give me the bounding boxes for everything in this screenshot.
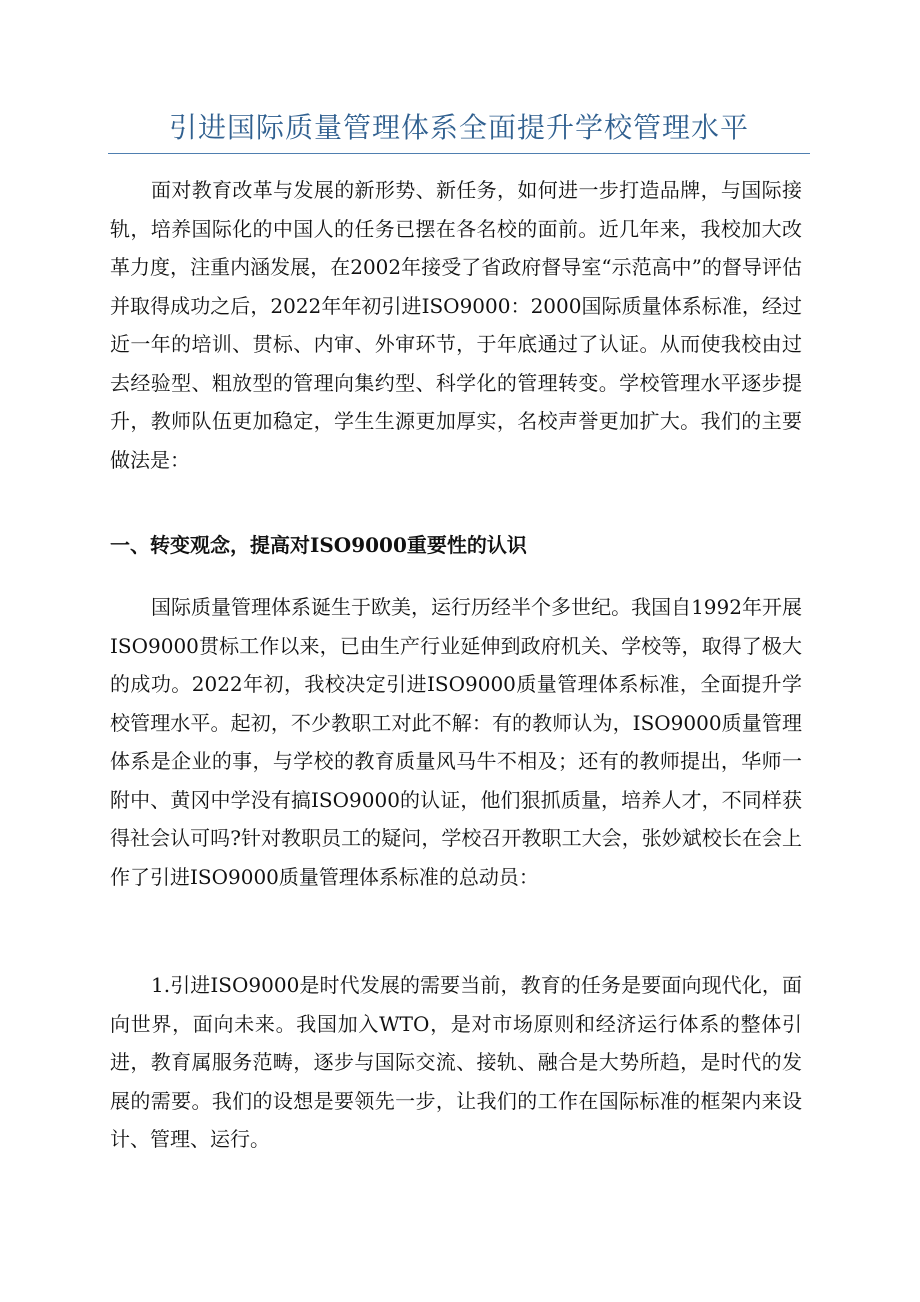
document-title: 引进国际质量管理体系全面提升学校管理水平 <box>168 111 749 144</box>
numbered-paragraph: 1.引进ISO9000是时代发展的需要当前，教育的任务是要面向现代化，面向世界，面向未来。我国加入WTO，是对市场原则和经济运行体系的整体引进，教育属服务范畴，逐步与国际交流、接轨、融合是大势所趋，是时代的发展的需要。我们的设想是要领先一步，让我们的工作在国际标准的框架内来设计、管理、运行。 <box>110 973 802 1151</box>
title-underline <box>108 153 810 154</box>
body-paragraph: 国际质量管理体系诞生于欧美，运行历经半个多世纪。我国自1992年开展ISO9000贯标工作以来，已由生产行业延伸到政府机关、学校等，取得了极大的成功。2022年初，我校决定引进ISO9000质量管理体系标准，全面提升学校管理水平。起初，不少教职工对此不解：有的教师认为，ISO9000质量管理体系是企业的事，与学校的教育质量风马牛不相及；还有的教师提出，华师一附中、黄冈中学没有搞ISO9000的认证，他们狠抓质量，培养人才，不同样获得社会认可吗?针对教职员工的疑问，学校召开教职工大会，张妙斌校长在会上作了引进ISO9000质量管理体系标准的总动员： <box>110 595 802 889</box>
intro-paragraph: 面对教育改革与发展的新形势、新任务，如何进一步打造品牌，与国际接轨，培养国际化的中国人的任务已摆在各名校的面前。近几年来，我校加大改革力度，注重内涵发展，在2002年接受了省政府督导室“示范高中”的督导评估并取得成功之后，2022年年初引进ISO9000：2000国际质量体系标准，经过近一年的培训、贯标、内审、外审环节，于年底通过了认证。从而使我校由过去经验型、粗放型的管理向集约型、科学化的管理转变。学校管理水平逐步提升，教师队伍更加稳定，学生生源更加厚实，名校声誉更加扩大。我们的主要做法是： <box>110 178 802 472</box>
section-heading: 一、转变观念，提高对ISO9000重要性的认识 <box>110 533 527 557</box>
